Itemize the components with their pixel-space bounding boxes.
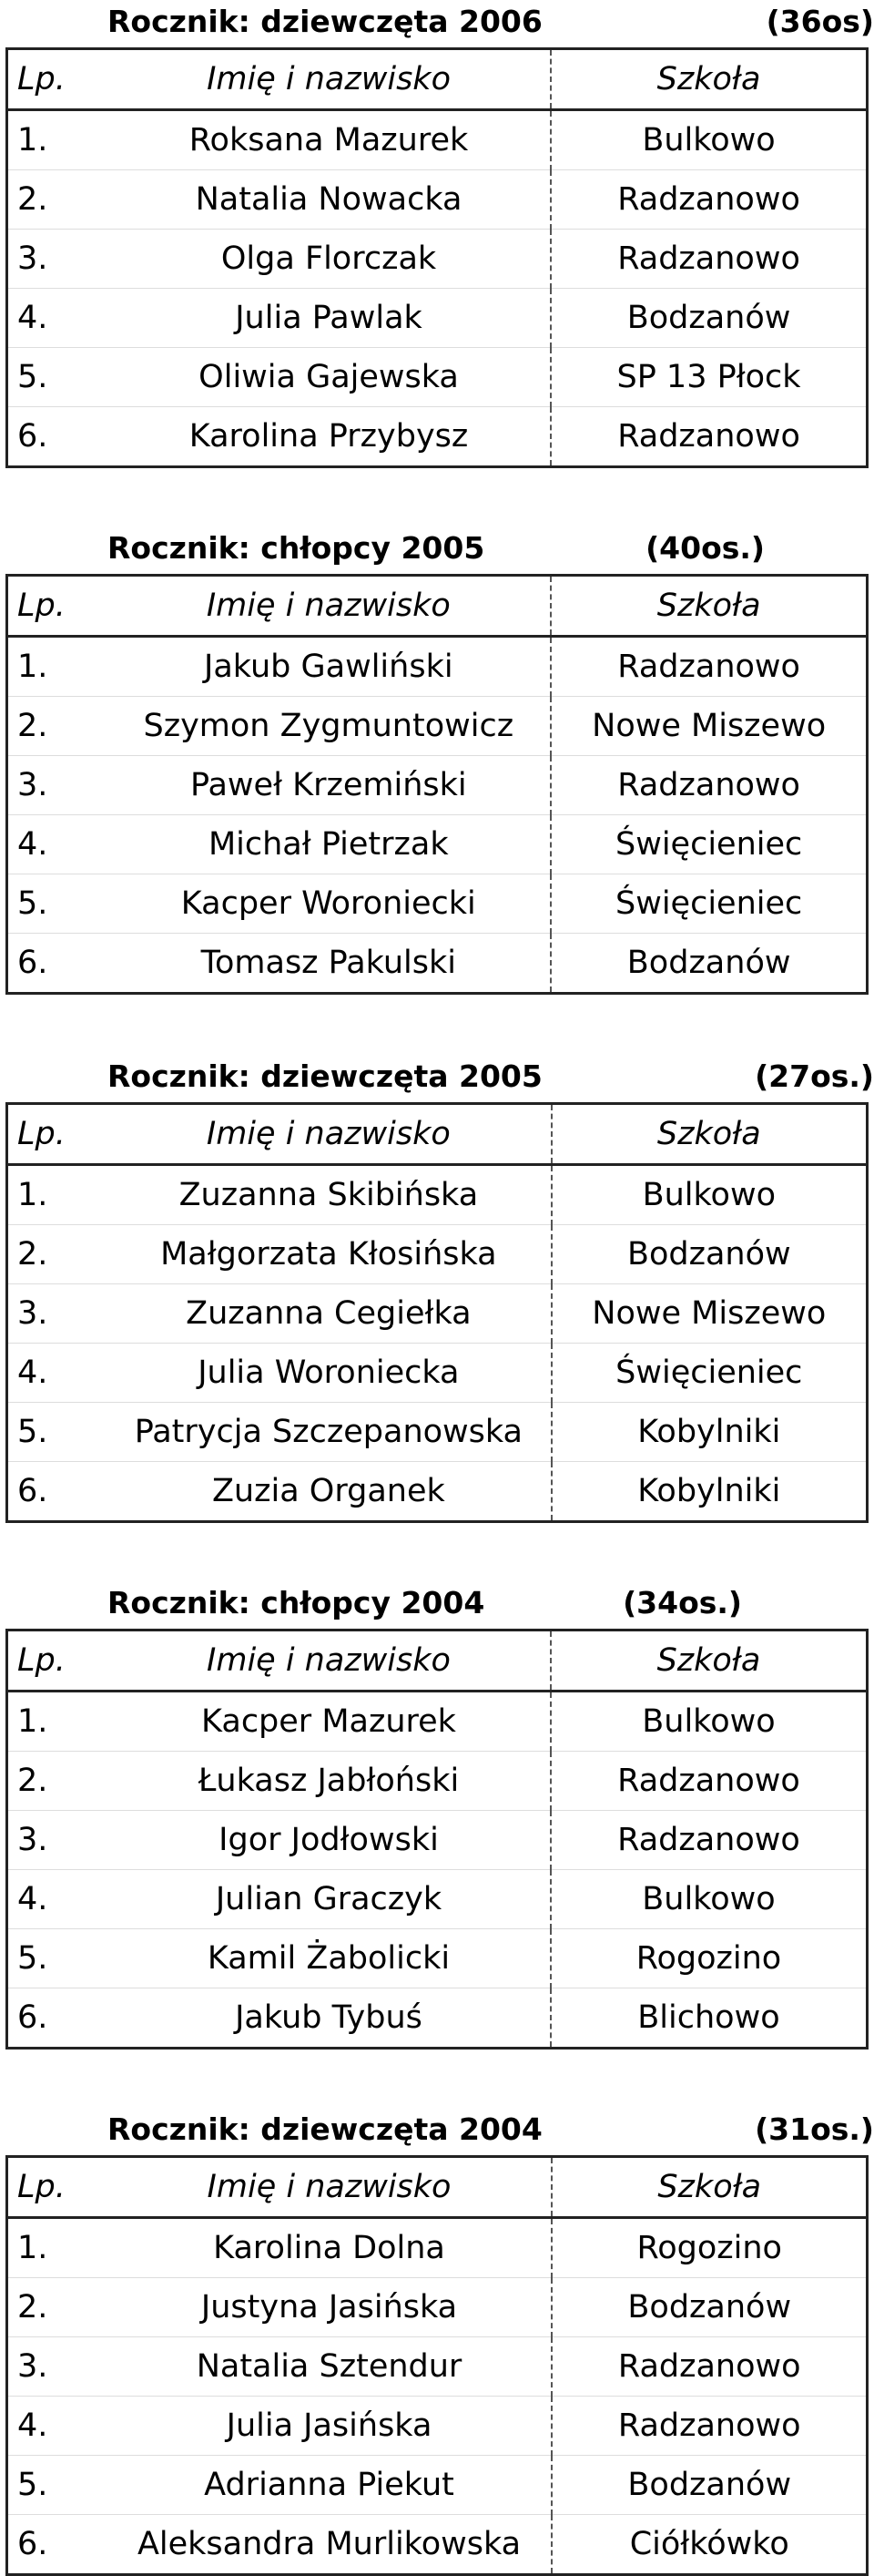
section-label: Rocznik: dziewczęta 2004	[107, 2111, 543, 2147]
header-school: Szkoła	[657, 2169, 762, 2205]
table-row	[7, 1988, 868, 2049]
table-row	[7, 1284, 868, 1344]
header-lp: Lp.	[17, 1116, 66, 1152]
row-school: Nowe Miszewo	[551, 697, 867, 756]
section-title	[0, 526, 874, 574]
row-name: Karolina Dolna	[107, 2218, 553, 2278]
row-lp: 2.	[7, 170, 107, 230]
row-school: Radzanowo	[551, 1811, 868, 1870]
row-lp: 3.	[7, 230, 107, 289]
row-lp: 5.	[7, 2456, 107, 2515]
row-lp: 4.	[7, 2397, 107, 2456]
row-name: Zuzia Organek	[107, 1462, 551, 1522]
table-row	[7, 2218, 868, 2278]
table-row	[7, 2456, 868, 2515]
table-row	[7, 170, 868, 230]
row-school: Święcieniec	[551, 815, 867, 874]
row-name: Igor Jodłowski	[107, 1811, 551, 1870]
row-name: Kacper Mazurek	[107, 1692, 551, 1752]
row-school: Kobylniki	[552, 1462, 868, 1522]
row-lp: 4.	[7, 1870, 108, 1929]
row-name: Zuzanna Skibińska	[107, 1165, 551, 1225]
row-lp: 6.	[7, 1988, 108, 2049]
table-row	[7, 1165, 868, 1225]
row-name: Zuzanna Cegiełka	[107, 1284, 551, 1344]
row-name: Jakub Gawliński	[107, 637, 551, 697]
header-lp: Lp.	[17, 61, 66, 97]
section-label: Rocznik: chłopcy 2004	[107, 1585, 485, 1620]
table-row	[7, 1403, 868, 1462]
header-name: Imię i nazwisko	[107, 1104, 551, 1165]
row-lp: 2.	[7, 1225, 107, 1284]
results-table	[5, 574, 869, 995]
row-school: SP 13 Płock	[551, 348, 867, 407]
results-table	[5, 2155, 869, 2576]
row-lp: 3.	[7, 2337, 107, 2397]
row-school: Radzanowo	[552, 2397, 867, 2456]
row-school: Radzanowo	[552, 2337, 867, 2397]
row-school: Rogozino	[551, 1929, 868, 1988]
table-row	[7, 1870, 868, 1929]
row-lp: 3.	[7, 756, 107, 815]
row-name: Julia Pawlak	[107, 289, 551, 348]
header-school: Szkoła	[656, 588, 761, 624]
table-row	[7, 348, 868, 407]
row-name: Jakub Tybuś	[107, 1988, 551, 2049]
row-lp: 5.	[7, 1929, 108, 1988]
row-lp: 1.	[17, 2230, 48, 2266]
table-row	[7, 1344, 868, 1403]
row-school: Bulkowo	[642, 1703, 776, 1740]
row-lp: 2.	[7, 2278, 107, 2337]
results-table	[5, 47, 869, 468]
row-school: Rogozino	[636, 2230, 782, 2266]
table-row	[7, 1752, 868, 1811]
table-row	[7, 230, 868, 289]
header-lp: Lp.	[17, 1642, 66, 1679]
row-lp: 2.	[7, 697, 107, 756]
header-name: Imię i nazwisko	[107, 1630, 551, 1692]
table-header-row	[7, 1104, 868, 1165]
table-header-row	[7, 1630, 868, 1692]
row-school: Bodzanów	[552, 2278, 867, 2337]
table-row	[7, 756, 868, 815]
table-row	[7, 110, 868, 170]
row-name: Natalia Sztendur	[107, 2337, 553, 2397]
row-lp: 3.	[7, 1811, 108, 1870]
row-school: Radzanowo	[551, 756, 867, 815]
row-lp: 6.	[7, 407, 107, 467]
table-row	[7, 815, 868, 874]
row-school: Radzanowo	[551, 1752, 868, 1811]
section-count: (27os.)	[755, 1058, 874, 1094]
header-lp: Lp.	[17, 588, 66, 624]
row-school: Radzanowo	[551, 407, 867, 467]
section-girls-2006	[0, 0, 874, 455]
row-name: Adrianna Piekut	[107, 2456, 553, 2515]
row-school: Radzanowo	[551, 230, 867, 289]
row-school: Bodzanów	[552, 1225, 868, 1284]
row-name: Michał Pietrzak	[107, 815, 551, 874]
table-row	[7, 289, 868, 348]
table-row	[7, 1462, 868, 1522]
results-table	[5, 1629, 869, 2050]
row-school: Bodzanów	[551, 934, 867, 994]
table-row	[7, 1225, 868, 1284]
row-lp: 5.	[7, 1403, 107, 1462]
row-name: Julia Jasińska	[107, 2397, 553, 2456]
section-title	[0, 2108, 874, 2155]
row-lp: 6.	[7, 1462, 107, 1522]
row-school: Blichowo	[551, 1988, 868, 2049]
row-lp: 6.	[7, 934, 107, 994]
header-name: Imię i nazwisko	[107, 49, 551, 110]
table-row	[7, 407, 868, 467]
section-title	[0, 1055, 874, 1102]
table-header-row	[7, 576, 868, 637]
section-label: Rocznik: chłopcy 2005	[107, 530, 485, 566]
row-school: Kobylniki	[552, 1403, 868, 1462]
row-lp: 4.	[7, 1344, 107, 1403]
row-school: Bodzanów	[552, 2456, 867, 2515]
row-school: Święcieniec	[551, 874, 867, 934]
section-boys-2005	[0, 526, 874, 981]
table-row	[7, 934, 868, 994]
row-lp: 6.	[7, 2515, 107, 2575]
section-title	[0, 0, 874, 47]
row-school: Nowe Miszewo	[552, 1284, 868, 1344]
row-name: Julia Woroniecka	[107, 1344, 551, 1403]
row-name: Roksana Mazurek	[107, 110, 551, 170]
row-lp: 4.	[7, 815, 107, 874]
row-school: Ciółkówko	[552, 2515, 867, 2575]
header-school: Szkoła	[656, 1642, 761, 1679]
section-boys-2004	[0, 1581, 874, 2036]
row-school: Święcieniec	[552, 1344, 868, 1403]
row-name: Justyna Jasińska	[107, 2278, 553, 2337]
row-name: Karolina Przybysz	[107, 407, 551, 467]
table-row	[7, 2278, 868, 2337]
section-label: Rocznik: dziewczęta 2006	[107, 4, 543, 39]
row-lp: 1.	[17, 1177, 48, 1213]
table-row	[7, 1929, 868, 1988]
row-lp: 1.	[17, 122, 48, 158]
header-school: Szkoła	[656, 1116, 761, 1152]
row-lp: 1.	[17, 1703, 48, 1740]
row-lp: 3.	[7, 1284, 107, 1344]
results-table	[5, 1102, 869, 1523]
table-header-row	[7, 2157, 868, 2218]
header-school: Szkoła	[656, 61, 761, 97]
table-row	[7, 1692, 868, 1752]
section-girls-2005	[0, 1055, 874, 1509]
row-name: Olga Florczak	[107, 230, 551, 289]
table-header-row	[7, 49, 868, 110]
row-name: Patrycja Szczepanowska	[107, 1403, 551, 1462]
table-row	[7, 2337, 868, 2397]
row-school: Radzanowo	[617, 649, 800, 685]
row-school: Bodzanów	[551, 289, 867, 348]
table-row	[7, 637, 868, 697]
row-name: Małgorzata Kłosińska	[107, 1225, 551, 1284]
row-name: Kamil Żabolicki	[107, 1929, 551, 1988]
section-count: (36os)	[766, 4, 874, 39]
row-name: Kacper Woroniecki	[107, 874, 551, 934]
row-lp: 2.	[7, 1752, 108, 1811]
row-lp: 4.	[7, 289, 107, 348]
table-row	[7, 2397, 868, 2456]
row-name: Szymon Zygmuntowicz	[107, 697, 551, 756]
row-name: Oliwia Gajewska	[107, 348, 551, 407]
table-row	[7, 2515, 868, 2575]
section-label: Rocznik: dziewczęta 2005	[107, 1058, 543, 1094]
section-count: (34os.)	[623, 1585, 742, 1620]
row-lp: 5.	[7, 874, 107, 934]
row-name: Tomasz Pakulski	[107, 934, 551, 994]
row-name: Julian Graczyk	[107, 1870, 551, 1929]
section-girls-2004	[0, 2108, 874, 2562]
row-lp: 1.	[17, 649, 48, 685]
section-count: (31os.)	[755, 2111, 874, 2147]
table-row	[7, 697, 868, 756]
row-school: Bulkowo	[642, 122, 776, 158]
table-row	[7, 874, 868, 934]
row-name: Łukasz Jabłoński	[107, 1752, 551, 1811]
row-name: Aleksandra Murlikowska	[107, 2515, 553, 2575]
section-title	[0, 1581, 874, 1629]
row-school: Bulkowo	[642, 1177, 776, 1213]
header-name: Imię i nazwisko	[107, 576, 551, 637]
row-school: Radzanowo	[551, 170, 867, 230]
table-row	[7, 1811, 868, 1870]
header-lp: Lp.	[17, 2169, 66, 2205]
section-count: (40os.)	[645, 530, 765, 566]
row-school: Bulkowo	[551, 1870, 868, 1929]
row-lp: 5.	[7, 348, 107, 407]
header-name: Imię i nazwisko	[107, 2157, 553, 2218]
row-name: Paweł Krzemiński	[107, 756, 551, 815]
row-name: Natalia Nowacka	[107, 170, 551, 230]
